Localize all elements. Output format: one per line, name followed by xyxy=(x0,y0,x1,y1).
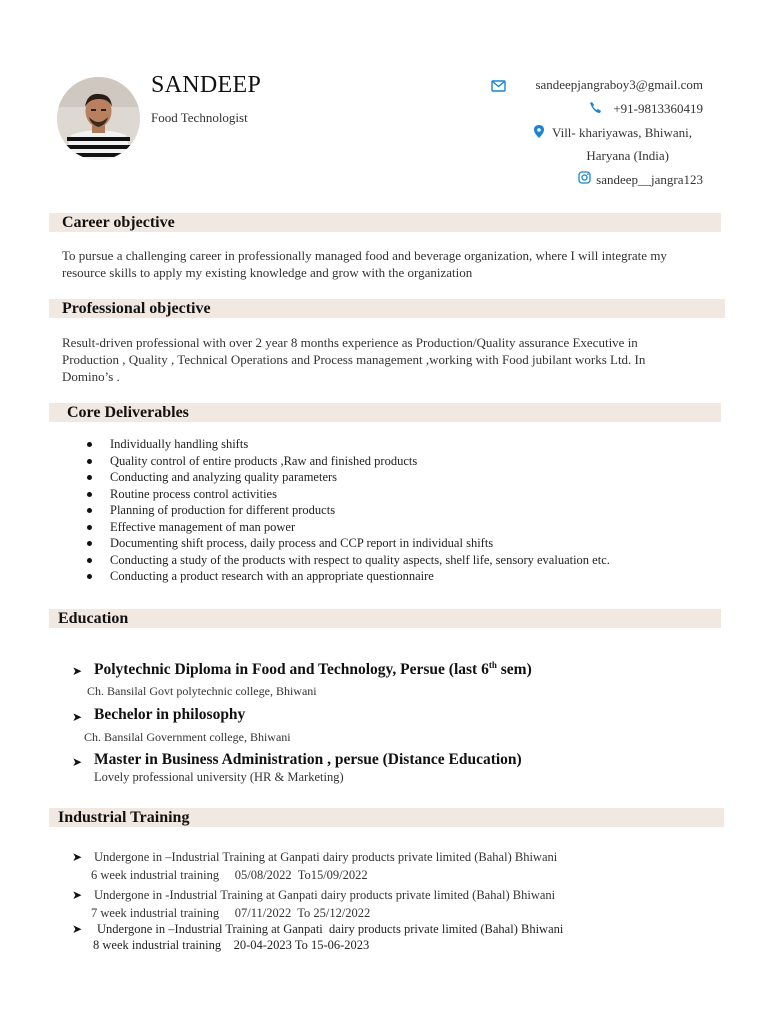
candidate-name: SANDEEP xyxy=(151,72,262,98)
list-item-text: Conducting a study of the products with respect to quality aspects, shelf life, sensory evaluation etc. xyxy=(110,552,610,567)
industrial-training-heading: Industrial Training xyxy=(58,809,190,826)
training-item-1: Undergone in –Industrial Training at Ganpati dairy products private limited (Bahal) Bhiwani xyxy=(94,850,558,864)
email-text[interactable]: sandeepjangraboy3@gmail.com xyxy=(535,77,703,92)
training-item-2: Undergone in -Industrial Training at Ganpati dairy products private limited (Bahal) Bhiwani xyxy=(94,888,556,902)
arrow-bullet-icon: ➤ xyxy=(72,850,83,864)
education-heading: Education xyxy=(58,610,129,627)
career-objective-heading: Career objective xyxy=(62,214,175,231)
bullet-icon xyxy=(87,558,92,563)
arrow-bullet-icon: ➤ xyxy=(72,755,83,769)
education-title-text: sem) xyxy=(496,661,532,679)
job-title: Food Technologist xyxy=(151,110,248,125)
phone-icon xyxy=(589,101,602,119)
bullet-icon xyxy=(87,508,92,513)
education-item-2-institution: Ch. Bansilal Government college, Bhiwani xyxy=(84,730,291,744)
address-line-1: Vill- khariyawas, Bhiwani, xyxy=(551,125,692,140)
bullet-icon xyxy=(87,541,92,546)
professional-objective-heading: Professional objective xyxy=(62,300,211,317)
training-item-2-dates: 7 week industrial training 07/11/2022 To 25/12/2022 xyxy=(91,906,371,920)
list-item-text: Quality control of entire products ,Raw and finished products xyxy=(110,453,418,468)
career-objective-text: To pursue a challenging career in professionally managed food and beverage organization, where I will integrate my resource skills to apply my existing knowledge and grow with the organization xyxy=(62,248,667,280)
list-item xyxy=(84,453,684,470)
bullet-icon xyxy=(87,442,92,447)
profile-photo xyxy=(57,77,140,160)
list-item-text: Effective management of man power xyxy=(110,519,296,534)
list-item-text: Individually handling shifts xyxy=(110,437,249,451)
training-item-3: Undergone in –Industrial Training at Ganpati dairy products private limited (Bahal) Bhiwani xyxy=(97,922,564,936)
list-item xyxy=(84,568,684,585)
core-deliverables-header xyxy=(49,403,721,422)
professional-objective-header xyxy=(49,299,725,318)
education-item-3-title: Master in Business Administration , persue (Distance Education) xyxy=(94,751,522,768)
list-item-text: Planning of production for different products xyxy=(110,503,336,517)
career-objective-header xyxy=(49,213,721,232)
person-photo-icon xyxy=(57,77,140,160)
education-item-2-title: Bechelor in philosophy xyxy=(94,706,246,723)
education-item-1-institution: Ch. Bansilal Govt polytechnic college, Bhiwani xyxy=(87,684,317,698)
list-item xyxy=(84,552,684,569)
list-item xyxy=(84,535,684,552)
education-item-3-institution: Lovely professional university (HR & Marketing) xyxy=(94,770,344,784)
list-item-text: Conducting a product research with an appropriate questionnaire xyxy=(110,569,434,583)
bullet-icon xyxy=(87,475,92,480)
arrow-bullet-icon: ➤ xyxy=(72,710,83,724)
core-deliverables-heading: Core Deliverables xyxy=(67,404,189,421)
education-header xyxy=(49,609,721,628)
phone-text[interactable]: +91-9813360419 xyxy=(613,101,703,116)
education-item-1-title xyxy=(94,660,532,679)
industrial-training-header xyxy=(49,808,724,827)
instagram-handle[interactable]: sandeep__jangra123 xyxy=(596,172,703,187)
location-pin-icon xyxy=(534,125,544,143)
mail-icon xyxy=(491,79,506,97)
list-item xyxy=(84,519,684,536)
training-item-1-dates: 6 week industrial training 05/08/2022 To15/09/2022 xyxy=(91,868,368,882)
professional-objective-text: Result-driven professional with over 2 year 8 months experience as Production/Quality assurance Executive in Production , Quality , Technical Operations and Process management ,working with Food jubilant works Ltd. In Domino’s . xyxy=(62,335,646,384)
list-item-text: Documenting shift process, daily process and CCP report in individual shifts xyxy=(110,536,494,550)
core-deliverables-list xyxy=(84,436,684,585)
list-item xyxy=(84,436,684,453)
list-item-text: Conducting and analyzing quality parameters xyxy=(110,470,338,484)
arrow-bullet-icon: ➤ xyxy=(72,664,83,678)
instagram-icon xyxy=(578,171,591,189)
education-title-text: Polytechnic Diploma in Food and Technology, Persue (last 6 xyxy=(94,661,489,679)
arrow-bullet-icon: ➤ xyxy=(72,888,83,902)
bullet-icon xyxy=(87,574,92,579)
list-item-text: Routine process control activities xyxy=(110,486,277,501)
superscript: th xyxy=(488,660,497,670)
list-item xyxy=(84,469,684,486)
list-item xyxy=(84,502,684,519)
training-item-3-dates: 8 week industrial training 20-04-2023 To 15-06-2023 xyxy=(93,938,370,952)
list-item xyxy=(84,486,684,503)
bullet-icon xyxy=(87,459,92,464)
address-line-2: Haryana (India) xyxy=(586,148,669,163)
bullet-icon xyxy=(87,525,92,530)
bullet-icon xyxy=(87,492,92,497)
arrow-bullet-icon: ➤ xyxy=(72,922,83,936)
